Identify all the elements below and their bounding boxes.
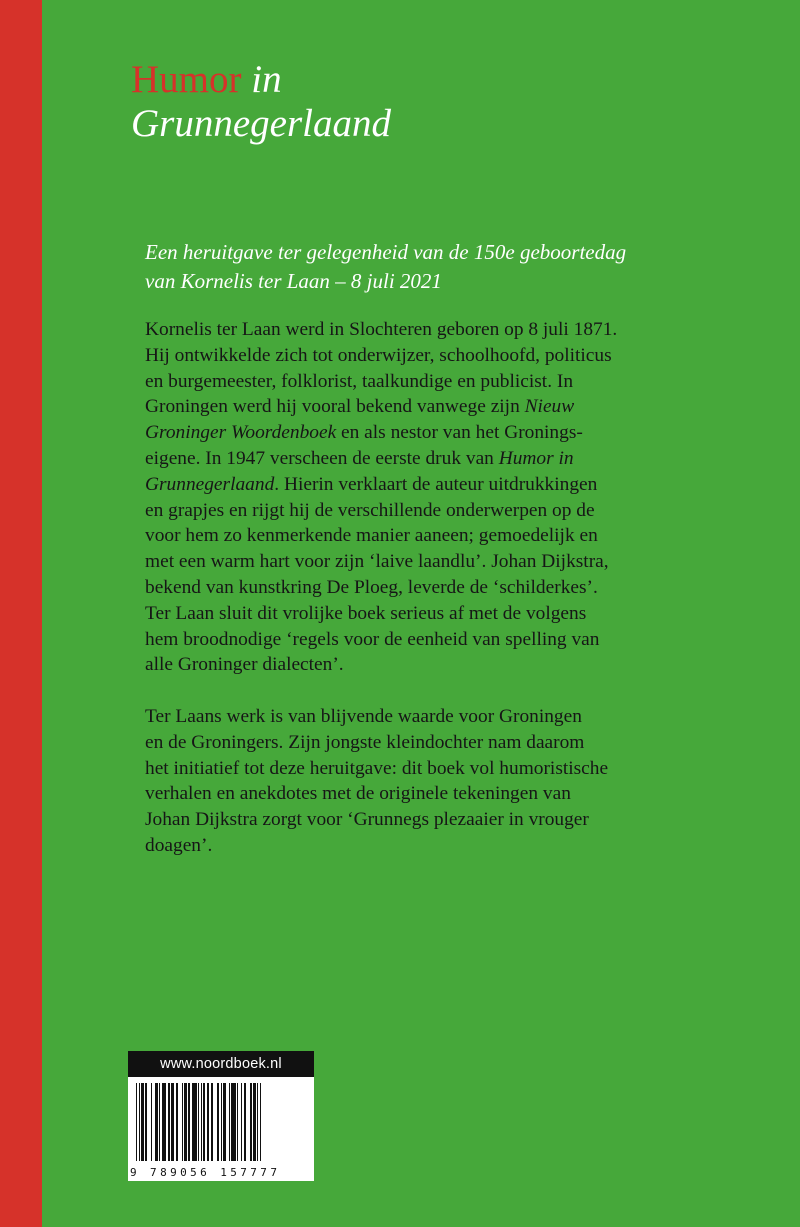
book-title — [131, 58, 751, 146]
title-humor: Humor — [131, 58, 242, 101]
text-line: Hij ontwikkelde zich tot onderwijzer, schoolhoofd, politicus — [145, 344, 612, 366]
text-line — [145, 472, 765, 498]
text-line: en grapjes en rijgt hij de verschillende onderwerpen op de — [145, 499, 595, 521]
title-grunnegerlaand: Grunnegerlaand — [131, 102, 391, 145]
paragraph-1 — [145, 317, 765, 678]
text-line: alle Groninger dialecten’. — [145, 654, 344, 676]
spine-stripe — [0, 0, 42, 1227]
text-line: het initiatief tot deze heruitgave: dit boek vol humoristische — [145, 757, 609, 779]
text-line: Ter Laans werk is van blijvende waarde voor Groningen — [145, 705, 582, 727]
barcode-digits: 9 789056 157777 — [130, 1166, 281, 1179]
text-line — [145, 420, 765, 446]
italic-span: Groninger Woordenboek — [145, 422, 337, 444]
italic-span: Nieuw — [524, 396, 575, 418]
barcode-block — [128, 1051, 314, 1181]
text-line: bekend van kunstkring De Ploeg, leverde de ‘schilderkes’. — [145, 576, 598, 598]
barcode — [128, 1077, 314, 1181]
text-line: voor hem zo kenmerkende manier aaneen; gemoedelijk en — [145, 525, 598, 547]
text-line: Kornelis ter Laan werd in Slochteren geboren op 8 juli 1871. — [145, 319, 618, 340]
barcode-bar — [261, 1083, 262, 1161]
text-line: Ter Laan sluit dit vrolijke boek serieus af met de volgens — [145, 602, 587, 624]
text-line — [145, 446, 765, 472]
blurb — [145, 317, 765, 859]
text-line: en de Groningers. Zijn jongste kleindochter nam daarom — [145, 731, 585, 753]
text-span: Groningen werd hij vooral bekend vanwege zijn — [145, 396, 525, 418]
paragraph-2 — [145, 704, 765, 859]
publisher-url: www.noordboek.nl — [128, 1051, 314, 1077]
text-line: Johan Dijkstra zorgt voor ‘Grunnegs plezaaier in vrouger — [145, 809, 589, 831]
text-line — [145, 394, 765, 420]
subtitle — [145, 238, 755, 296]
subtitle-line: van Kornelis ter Laan – 8 juli 2021 — [145, 269, 442, 293]
subtitle-line: Een heruitgave ter gelegenheid van de 150e geboortedag — [145, 240, 627, 264]
text-span: en als nestor van het Gronings- — [336, 422, 583, 444]
text-line: en burgemeester, folklorist, taalkundige en publicist. In — [145, 370, 574, 392]
italic-span: Grunnegerlaand — [145, 473, 275, 495]
text-span: . Hierin verklaart de auteur uitdrukkingen — [274, 473, 598, 495]
title-in: in — [241, 58, 282, 101]
text-span: eigene. In 1947 verscheen de eerste druk van — [145, 447, 499, 469]
barcode-bars — [136, 1083, 308, 1161]
text-line: met een warm hart voor zijn ‘laive laandlu’. Johan Dijkstra, — [145, 551, 609, 573]
paragraph-gap — [145, 678, 765, 704]
text-line: verhalen en anekdotes met de originele tekeningen van — [145, 783, 571, 805]
text-line: doagen’. — [145, 834, 213, 856]
italic-span: Humor in — [498, 447, 574, 469]
text-line: hem broodnodige ‘regels voor de eenheid van spelling van — [145, 628, 600, 650]
